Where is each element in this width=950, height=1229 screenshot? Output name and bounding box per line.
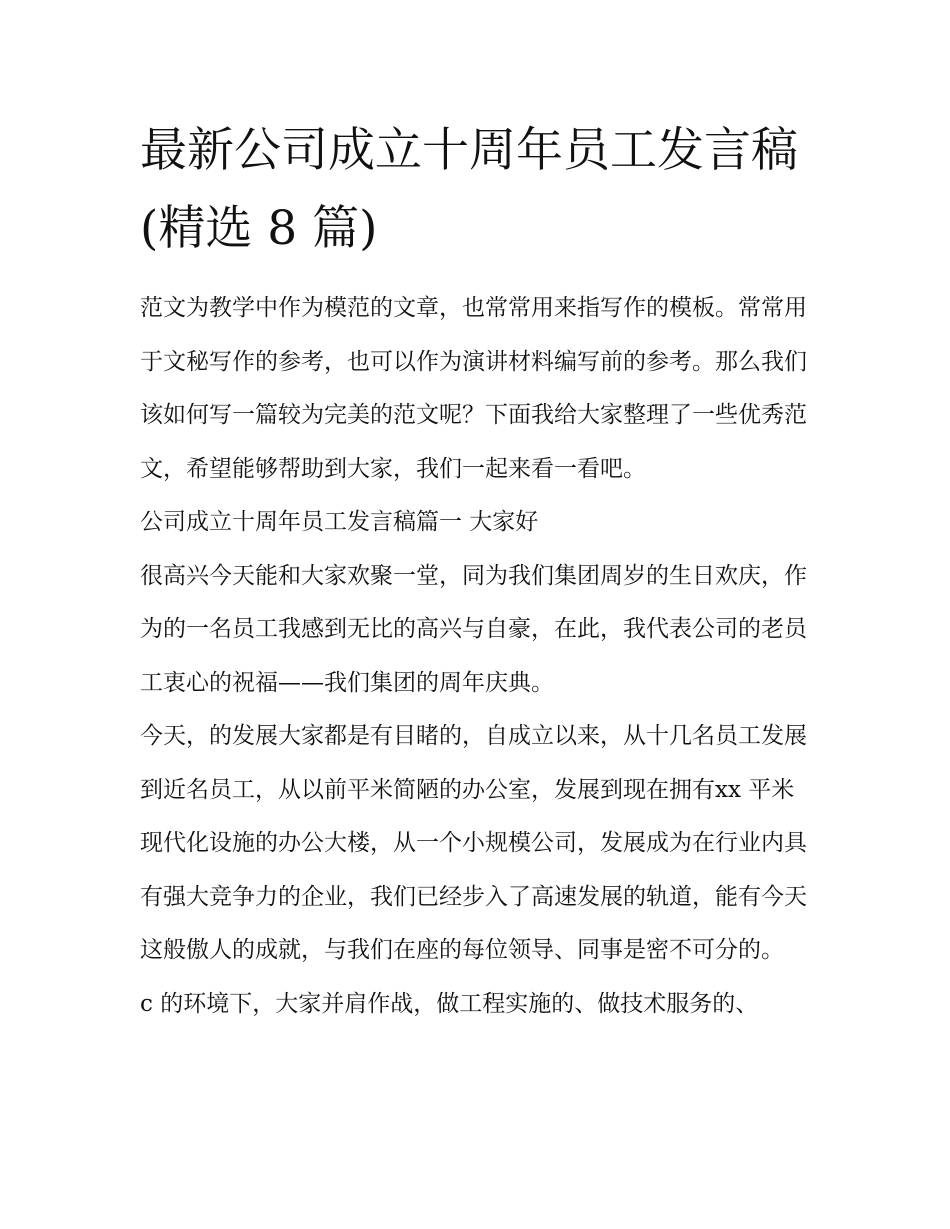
section-heading: 公司成立十周年员工发言稿篇一 大家好: [140, 509, 539, 535]
body-paragraph-1: 很高兴今天能和大家欢聚一堂，同为我们集团周岁的生日欢庆，作为的一名员工我感到无比的高兴与自豪，在此，我代表公司的老员工衷心的祝福——我们集团的周年庆典。: [140, 562, 807, 696]
body-paragraph-3: c 的环境下，大家并肩作战，做工程实施的、做技术服务的、: [140, 990, 759, 1017]
document-title: 最新公司成立十周年员工发言稿(精选 8 篇): [140, 123, 798, 256]
body-paragraph-2: 今天，的发展大家都是有目睹的，自成立以来，从十几名员工发展到近名员工，从以前平米简陋的办公室，发展到现在拥有xx 平米现代化设施的办公大楼，从一个小规模公司，发展成为在行业内具有强大竞争力的企业，我们已经步入了高速发展的轨道，能有今天这般傲人的成就，与我们在座的每位领导、同事是密不可分的。: [140, 723, 807, 963]
document-page: [140, 112, 816, 1031]
intro-paragraph: 范文为教学中作为模范的文章，也常常用来指写作的模板。常常用于文秘写作的参考，也可以作为演讲材料编写前的参考。那么我们该如何写一篇较为完美的范文呢？下面我给大家整理了一些优秀范文，希望能够帮助到大家，我们一起来看一看吧。: [140, 295, 807, 482]
